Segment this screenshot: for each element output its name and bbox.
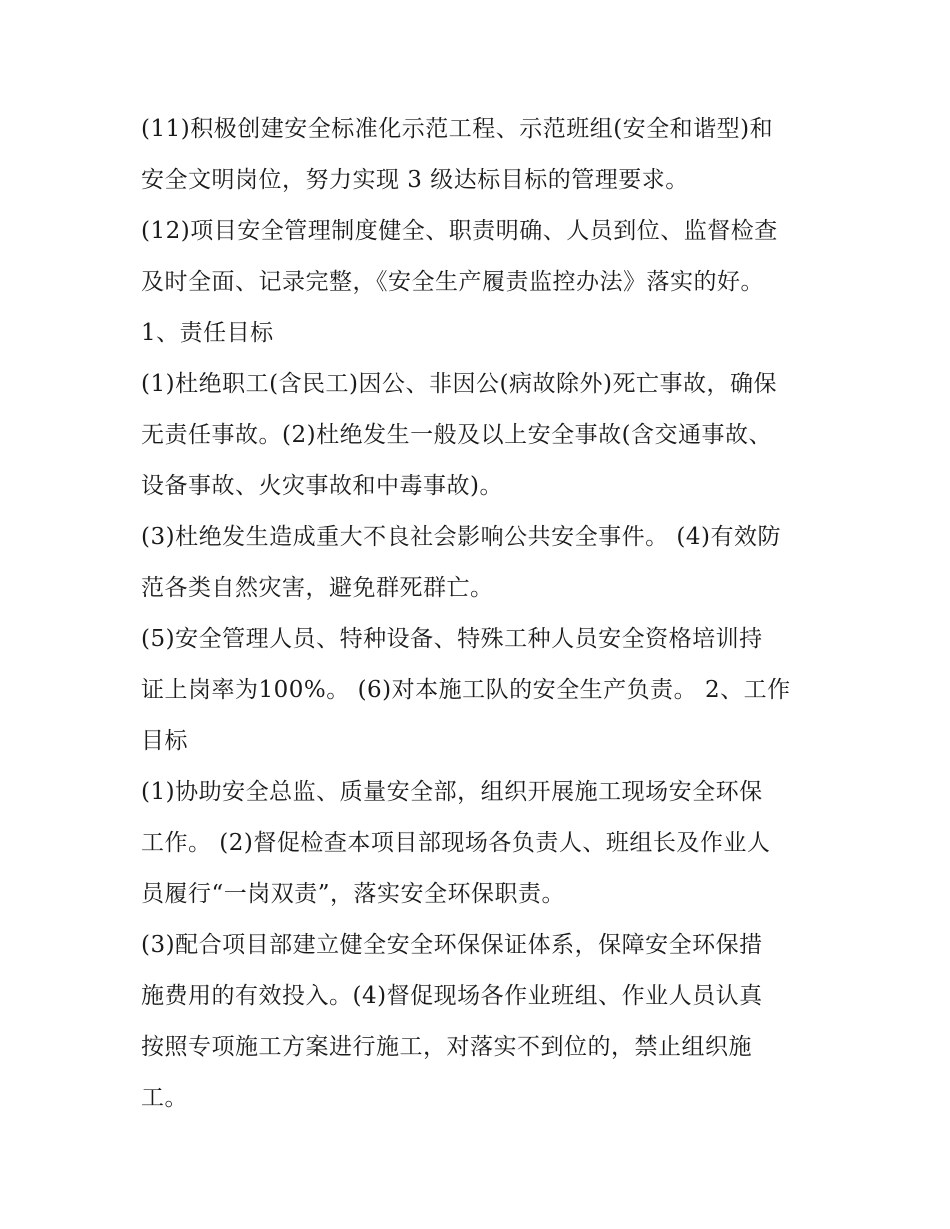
section-heading: 1、责任目标 — [141, 320, 274, 346]
document-body — [141, 104, 811, 1124]
text-line: 设备事故、火灾事故和中毒事故)。 — [141, 473, 503, 499]
text-line: (3)杜绝发生造成重大不良社会影响公共安全事件。 (4)有效防 — [141, 524, 781, 550]
paragraph-item-12 — [141, 206, 811, 308]
paragraph-work-items-3-4 — [141, 920, 811, 1124]
text-line: (12)项目安全管理制度健全、职责明确、人员到位、监督检查 — [141, 218, 778, 244]
paragraph-work-items-1-2 — [141, 767, 811, 920]
text-line: (1)协助安全总监、质量安全部，组织开展施工现场安全环保 — [141, 779, 763, 805]
text-line: 安全文明岗位，努力实现 3 级达标目标的管理要求。 — [141, 167, 689, 193]
text-line: 范各类自然灾害，避免群死群亡。 — [141, 575, 494, 601]
text-line: 施费用的有效投入。(4)督促现场各作业班组、作业人员认真 — [141, 983, 763, 1009]
text-line: 按照专项施工方案进行施工，对落实不到位的，禁止组织施 — [141, 1034, 752, 1060]
text-line: (3)配合项目部建立健全安全环保保证体系，保障安全环保措 — [141, 932, 763, 958]
text-line: 员履行“一岗双责”，落实安全环保职责。 — [141, 881, 566, 907]
paragraph-item-11 — [141, 104, 811, 206]
text-line: (11)积极创建安全标准化示范工程、示范班组(安全和谐型)和 — [141, 116, 774, 142]
paragraph-items-5-6 — [141, 614, 811, 767]
text-line: 工作。 (2)督促检查本项目部现场各负责人、班组长及作业人 — [141, 830, 771, 856]
text-line: (5)安全管理人员、特种设备、特殊工种人员安全资格培训持 — [141, 626, 763, 652]
text-line: 工。 — [141, 1085, 188, 1111]
text-line: 及时全面、记录完整，《安全生产履责监控办法》落实的好。 — [141, 269, 764, 295]
section-heading-responsibility-goals — [141, 308, 811, 359]
text-line: 无责任事故。(2)杜绝发生一般及以上安全事故(含交通事故、 — [141, 422, 773, 448]
text-line: (1)杜绝职工(含民工)因公、非因公(病故除外)死亡事故，确保 — [141, 371, 777, 397]
paragraph-items-3-4 — [141, 512, 811, 614]
paragraph-items-1-2 — [141, 359, 811, 512]
text-line: 目标 — [141, 728, 188, 754]
text-line: 证上岗率为100%。 (6)对本施工队的安全生产负责。 2、工作 — [141, 677, 791, 703]
